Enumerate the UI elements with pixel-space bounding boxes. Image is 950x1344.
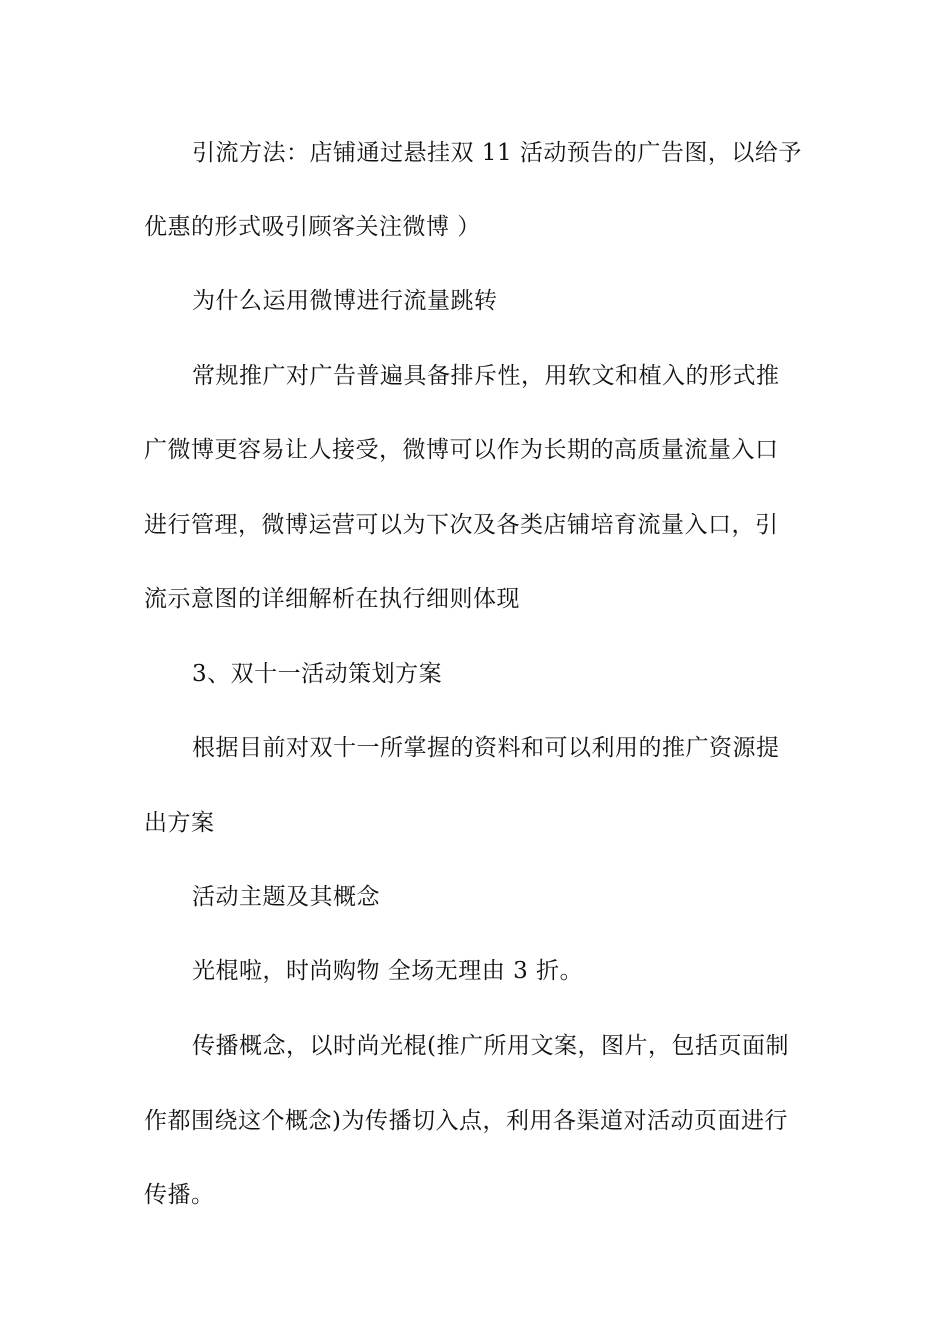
section-heading: 活动主题及其概念 (192, 884, 380, 910)
paragraph-line: 根据目前对双十一所掌握的资料和可以利用的推广资源提 (192, 735, 780, 761)
paragraph-line: 作都围绕这个概念)为传播切入点，利用各渠道对活动页面进行 (144, 1108, 788, 1134)
paragraph-line: 光棍啦，时尚购物 全场无理由 3 折。 (192, 958, 584, 984)
section-heading: 为什么运用微博进行流量跳转 (192, 288, 498, 314)
paragraph-line: 广微博更容易让人接受，微博可以作为长期的高质量流量入口 (144, 437, 779, 463)
paragraph-line: 传播概念，以时尚光棍(推广所用文案，图片，包括页面制 (192, 1033, 789, 1059)
paragraph-line: 进行管理，微博运营可以为下次及各类店铺培育流量入口，引 (144, 512, 779, 538)
paragraph-line: 引流方法：店铺通过悬挂双 11 活动预告的广告图，以给予 (192, 140, 802, 166)
paragraph-line: 流示意图的详细解析在执行细则体现 (144, 586, 520, 612)
paragraph-line: 优惠的形式吸引顾客关注微博 ） (144, 214, 481, 240)
paragraph-line: 传播。 (144, 1182, 215, 1208)
paragraph-line: 常规推广对广告普遍具备排斥性，用软文和植入的形式推 (192, 363, 780, 389)
paragraph-line: 出方案 (144, 810, 215, 836)
section-heading: 3、双十一活动策划方案 (192, 661, 443, 687)
